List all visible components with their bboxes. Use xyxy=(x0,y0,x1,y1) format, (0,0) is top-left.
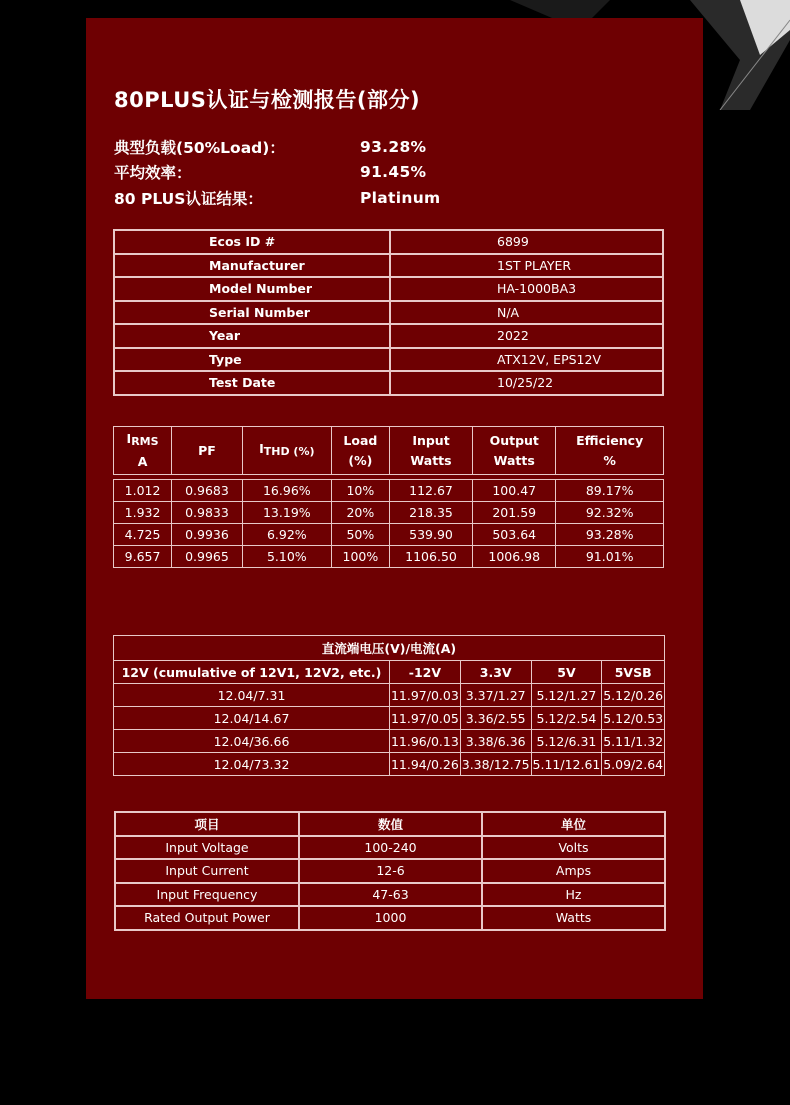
table-cell: 218.35 xyxy=(389,502,472,524)
summary-block xyxy=(114,134,440,211)
summary-value: 91.45% xyxy=(360,163,427,182)
table-header-row xyxy=(114,661,665,684)
summary-row xyxy=(114,185,440,211)
info-value: 10/25/22 xyxy=(390,371,663,395)
table-row xyxy=(114,230,663,254)
summary-row xyxy=(114,160,440,186)
table-cell: 16.96% xyxy=(242,480,331,502)
table-cell: 112.67 xyxy=(389,480,472,502)
table-cell: 47-63 xyxy=(299,883,482,907)
info-label: Manufacturer xyxy=(114,254,390,278)
table-cell: Input Voltage xyxy=(115,836,299,860)
info-label: Ecos ID # xyxy=(114,230,390,254)
info-label: Model Number xyxy=(114,277,390,301)
table-cell: 539.90 xyxy=(389,524,472,546)
table-cell: 3.37/1.27 xyxy=(460,684,531,707)
col-header-pf: PF xyxy=(172,427,243,475)
table-row xyxy=(114,502,664,524)
col-header-value: 数值 xyxy=(299,812,482,836)
table-cell: 0.9833 xyxy=(172,502,243,524)
info-value: 1ST PLAYER xyxy=(390,254,663,278)
table-cell: 11.97/0.03 xyxy=(390,684,461,707)
table-cell: 13.19% xyxy=(242,502,331,524)
table-row xyxy=(115,859,665,883)
info-label: Serial Number xyxy=(114,301,390,325)
table-cell: 92.32% xyxy=(556,502,664,524)
table-cell: 5.12/0.26 xyxy=(602,684,665,707)
table-cell: 5.11/1.32 xyxy=(602,730,665,753)
col-header-input: Input Watts xyxy=(389,427,472,475)
table-cell: 10% xyxy=(331,480,389,502)
table-row xyxy=(114,753,665,776)
table-cell: Rated Output Power xyxy=(115,906,299,930)
table-cell: 12.04/73.32 xyxy=(114,753,390,776)
col-header-load: Load (%) xyxy=(331,427,389,475)
table-row xyxy=(114,277,663,301)
table-row xyxy=(114,546,664,568)
summary-value: Platinum xyxy=(360,188,441,207)
table-cell: 1000 xyxy=(299,906,482,930)
col-header-item: 项目 xyxy=(115,812,299,836)
table-cell: 6.92% xyxy=(242,524,331,546)
efficiency-table xyxy=(113,426,664,568)
table-cell: 3.38/12.75 xyxy=(460,753,531,776)
table-row xyxy=(114,301,663,325)
table-cell: 201.59 xyxy=(473,502,556,524)
table-cell: 5.12/2.54 xyxy=(531,707,602,730)
table-row xyxy=(114,730,665,753)
report-title: 80PLUS认证与检测报告(部分) xyxy=(114,88,421,112)
summary-key: 80 PLUS认证结果： xyxy=(114,189,263,208)
table-cell: 91.01% xyxy=(556,546,664,568)
summary-key: 典型负载(50%Load)： xyxy=(114,138,285,157)
table-cell: 100-240 xyxy=(299,836,482,860)
table-header-row xyxy=(115,812,665,836)
table-cell: 1006.98 xyxy=(473,546,556,568)
col-header-neg12v: -12V xyxy=(390,661,461,684)
col-header-unit: 单位 xyxy=(482,812,665,836)
table-cell: 12.04/14.67 xyxy=(114,707,390,730)
info-value: 2022 xyxy=(390,324,663,348)
table-cell: 50% xyxy=(331,524,389,546)
table-cell: 20% xyxy=(331,502,389,524)
table-cell: 5.10% xyxy=(242,546,331,568)
info-value: HA-1000BA3 xyxy=(390,277,663,301)
report-panel xyxy=(86,18,703,999)
col-header-5v: 5V xyxy=(531,661,602,684)
table-cell: 12-6 xyxy=(299,859,482,883)
table-row xyxy=(114,707,665,730)
summary-value: 93.28% xyxy=(360,137,427,156)
summary-key: 平均效率： xyxy=(114,164,192,183)
table-cell: 12.04/36.66 xyxy=(114,730,390,753)
table-cell: 3.38/6.36 xyxy=(460,730,531,753)
info-value: 6899 xyxy=(390,230,663,254)
table-cell: 503.64 xyxy=(473,524,556,546)
table-cell: 0.9683 xyxy=(172,480,243,502)
table-header-row xyxy=(114,427,664,475)
table-cell: 1.932 xyxy=(114,502,172,524)
table-cell: Input Current xyxy=(115,859,299,883)
table-cell: 5.12/0.53 xyxy=(602,707,665,730)
table-cell: 9.657 xyxy=(114,546,172,568)
table-cell: 100.47 xyxy=(473,480,556,502)
table-cell: 12.04/7.31 xyxy=(114,684,390,707)
table-cell: Watts xyxy=(482,906,665,930)
col-header-12v: 12V (cumulative of 12V1, 12V2, etc.) xyxy=(114,661,390,684)
summary-row xyxy=(114,134,440,160)
table-cell: 1.012 xyxy=(114,480,172,502)
table-cell: 5.09/2.64 xyxy=(602,753,665,776)
table-cell: 5.12/1.27 xyxy=(531,684,602,707)
table-caption-row xyxy=(114,636,665,661)
rated-spec-table xyxy=(114,811,666,931)
info-value: N/A xyxy=(390,301,663,325)
table-cell: Hz xyxy=(482,883,665,907)
col-header-efficiency: Efficiency % xyxy=(556,427,664,475)
col-header-ithd: $I_{THD (\%)}$ xyxy=(242,427,331,475)
table-row xyxy=(114,371,663,395)
table-cell: Input Frequency xyxy=(115,883,299,907)
table-cell: 3.36/2.55 xyxy=(460,707,531,730)
col-header-3v3: 3.3V xyxy=(460,661,531,684)
info-value: ATX12V, EPS12V xyxy=(390,348,663,372)
table-cell: 1106.50 xyxy=(389,546,472,568)
col-header-5vsb: 5VSB xyxy=(602,661,665,684)
table-row xyxy=(115,906,665,930)
dc-output-table xyxy=(113,635,665,776)
table-row xyxy=(114,254,663,278)
table-cell: Amps xyxy=(482,859,665,883)
table-row xyxy=(115,883,665,907)
table-cell: 11.97/0.05 xyxy=(390,707,461,730)
table-row xyxy=(115,836,665,860)
table-cell: 5.12/6.31 xyxy=(531,730,602,753)
table-cell: 5.11/12.61 xyxy=(531,753,602,776)
dc-caption: 直流端电压(V)/电流(A) xyxy=(114,636,665,661)
table-cell: 93.28% xyxy=(556,524,664,546)
table-cell: 0.9965 xyxy=(172,546,243,568)
table-cell: 4.725 xyxy=(114,524,172,546)
table-cell: Volts xyxy=(482,836,665,860)
table-cell: 100% xyxy=(331,546,389,568)
table-cell: 0.9936 xyxy=(172,524,243,546)
product-info-table xyxy=(113,229,664,396)
table-row xyxy=(114,324,663,348)
col-header-irms: $I_{RMS}$ A xyxy=(114,427,172,475)
table-row xyxy=(114,684,665,707)
table-cell: 11.96/0.13 xyxy=(390,730,461,753)
info-label: Test Date xyxy=(114,371,390,395)
col-header-output: Output Watts xyxy=(473,427,556,475)
table-cell: 89.17% xyxy=(556,480,664,502)
table-cell: 11.94/0.26 xyxy=(390,753,461,776)
table-row xyxy=(114,348,663,372)
info-label: Year xyxy=(114,324,390,348)
info-label: Type xyxy=(114,348,390,372)
table-row xyxy=(114,524,664,546)
table-row xyxy=(114,480,664,502)
